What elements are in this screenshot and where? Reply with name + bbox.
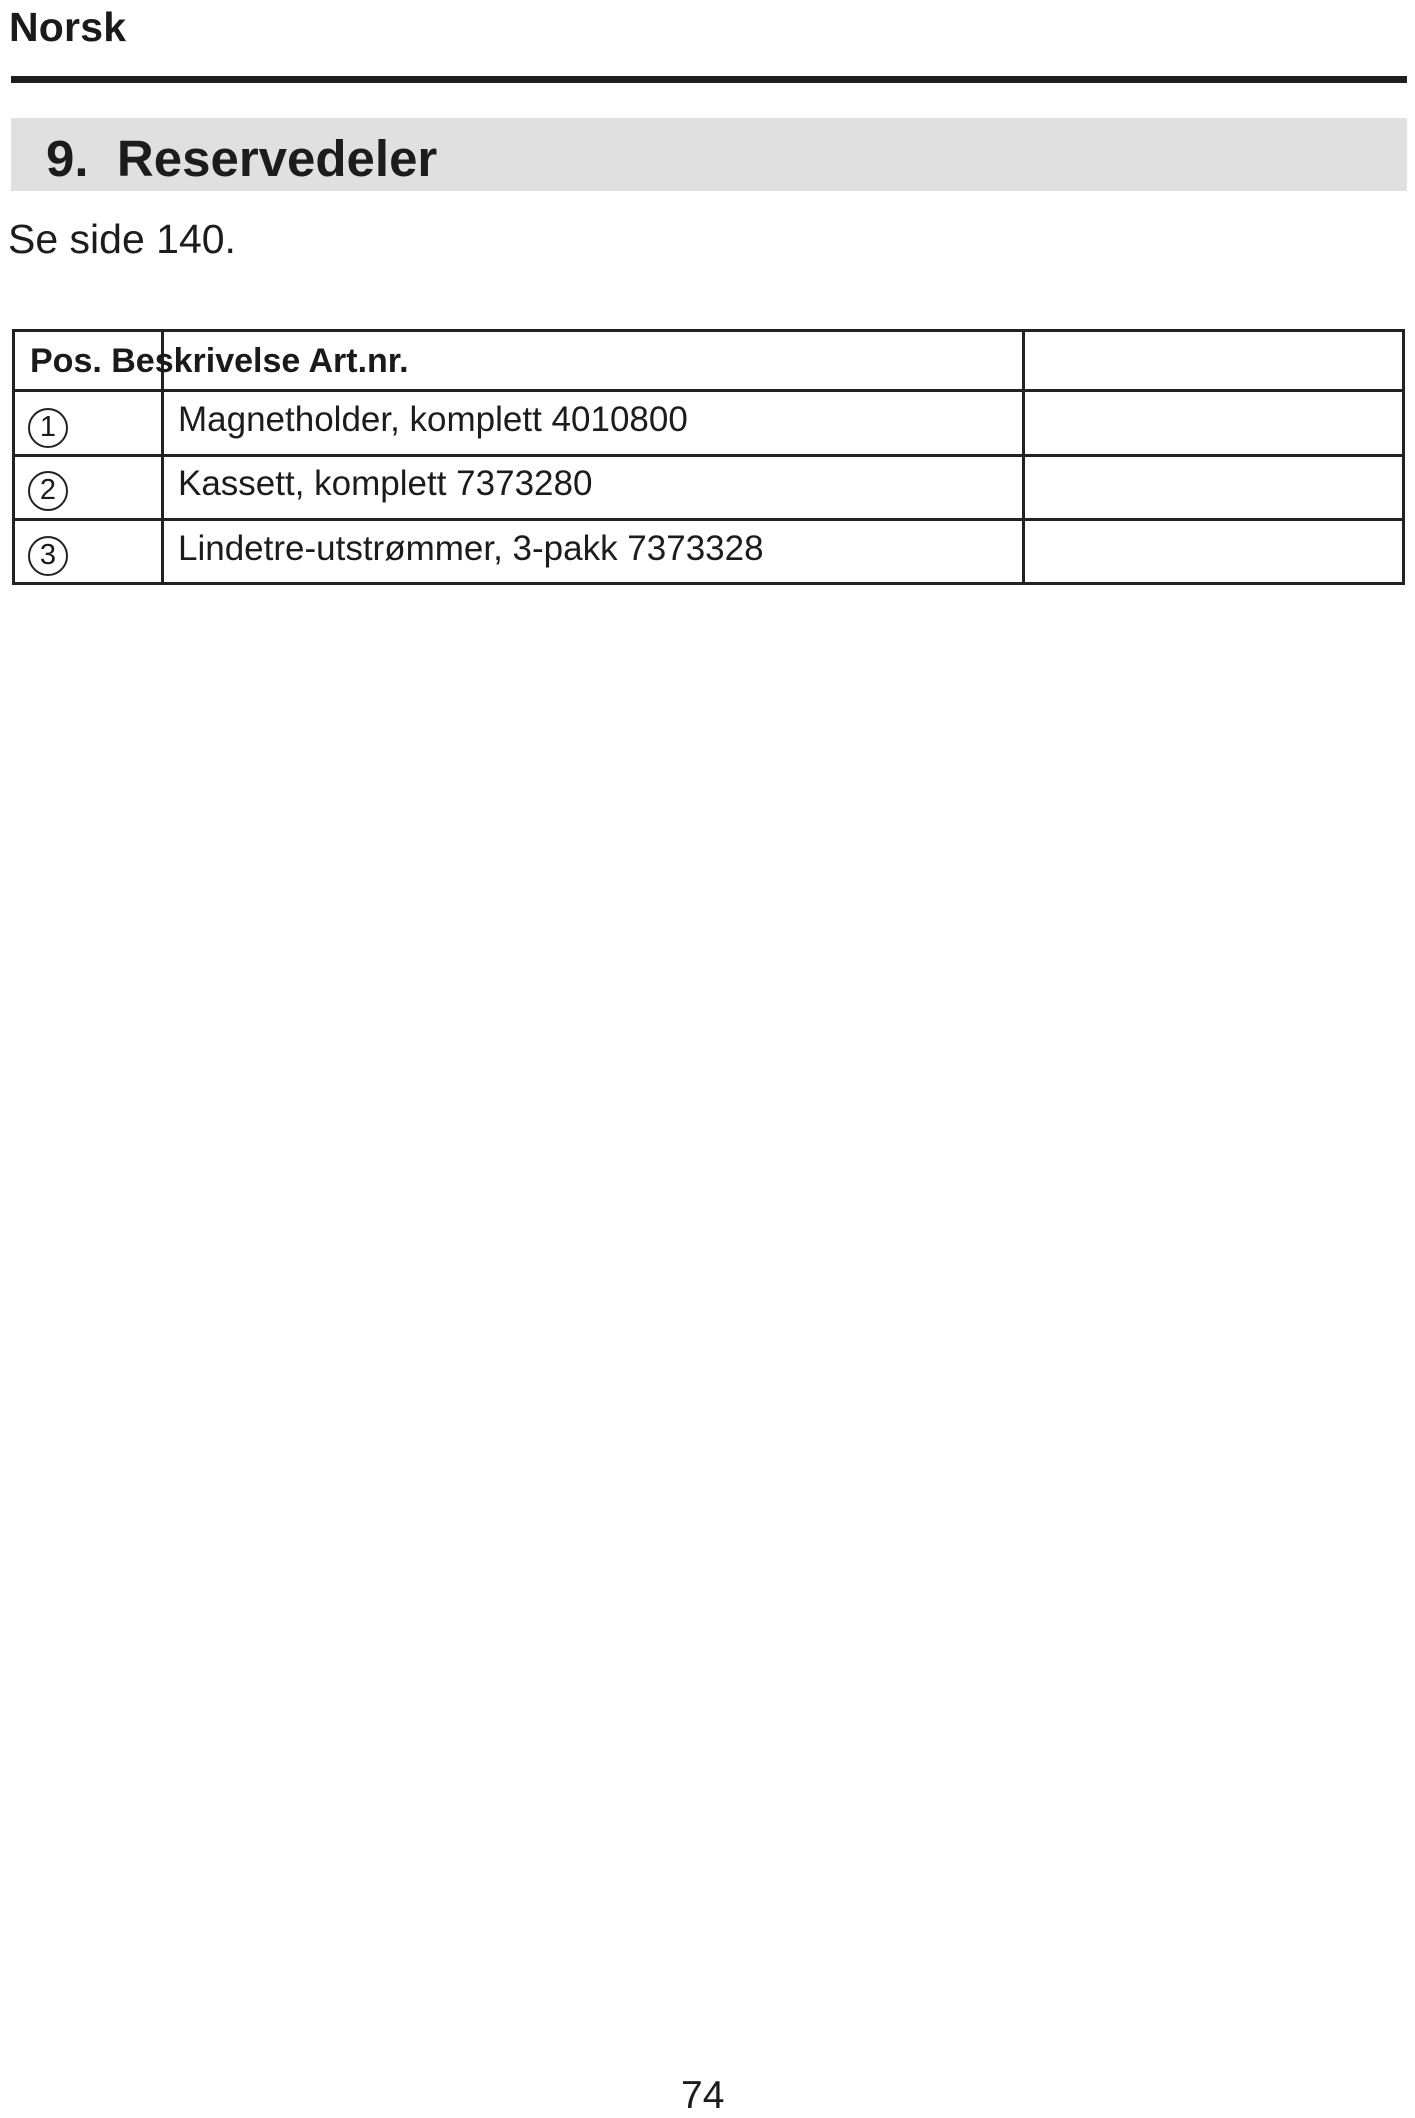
- section-number: 9.: [46, 130, 89, 187]
- position-number-2: 2: [28, 471, 68, 511]
- table-column-divider: [1022, 332, 1025, 582]
- spare-parts-table: [12, 329, 1405, 585]
- intro-text: Se side 140.: [8, 216, 236, 262]
- section-title-text: Reservedeler: [116, 130, 438, 187]
- table-row-text-3: Lindetre-utstrømmer, 3-pakk 7373328: [178, 529, 764, 568]
- table-row-text-2: Kassett, komplett 7373280: [178, 464, 593, 503]
- position-number-1: 1: [28, 408, 68, 448]
- language-label: Norsk: [9, 4, 127, 50]
- table-row-divider: [15, 454, 1402, 457]
- section-title: [46, 130, 437, 188]
- table-row-divider: [15, 518, 1402, 521]
- table-row-text-1: Magnetholder, komplett 4010800: [178, 400, 688, 439]
- table-header: Pos. Beskrivelse Art.nr.: [30, 342, 409, 380]
- page-number: 74: [681, 2074, 725, 2117]
- table-row-divider: [15, 389, 1402, 392]
- header-rule: [11, 76, 1407, 83]
- position-number-3: 3: [28, 536, 68, 576]
